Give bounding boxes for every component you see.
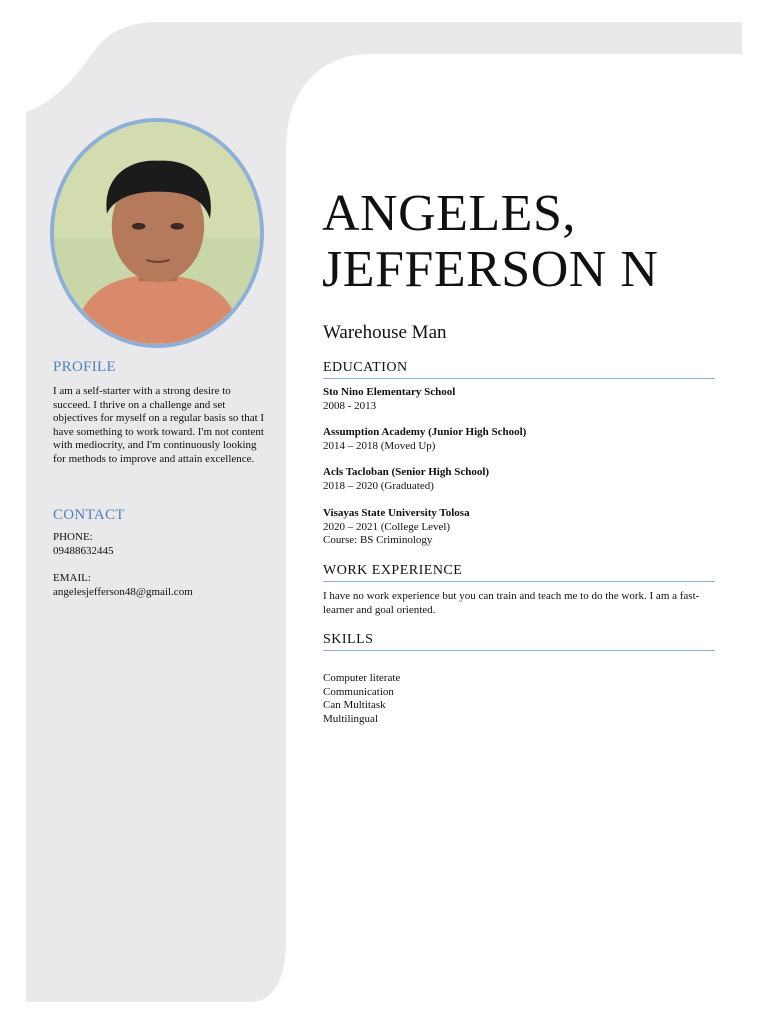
education-years: 2020 – 2021 (College Level) bbox=[323, 520, 451, 533]
job-title: Warehouse Man bbox=[323, 322, 447, 343]
education-school: Sto Nino Elementary School bbox=[323, 386, 456, 398]
education-heading: EDUCATION bbox=[323, 360, 715, 379]
education-item bbox=[323, 466, 489, 493]
work-experience-heading: WORK EXPERIENCE bbox=[323, 563, 715, 582]
contact-heading: CONTACT bbox=[53, 507, 125, 523]
education-school: Assumption Academy (Junior High School) bbox=[323, 426, 527, 438]
education-school: Acls Tacloban (Senior High School) bbox=[323, 466, 490, 478]
profile-photo bbox=[50, 118, 264, 348]
education-years: 2008 - 2013 bbox=[323, 399, 377, 412]
profile-heading: PROFILE bbox=[53, 359, 116, 375]
skill-item: Communication bbox=[323, 685, 394, 698]
skill-item: Can Multitask bbox=[323, 699, 386, 711]
name-line-2: JEFFERSON N bbox=[322, 241, 659, 298]
education-item bbox=[323, 507, 470, 548]
email-block bbox=[53, 572, 271, 599]
skills-list bbox=[323, 672, 400, 726]
profile-text: I am a self-starter with a strong desire to succeed. I thrive on a challenge and set objectives for myself on a regular basis so that I have something to work toward. I'm not content with mediocrity, and I'm continuously looking for methods to improve and attain excellence. bbox=[53, 385, 265, 465]
phone-value: 09488632445 bbox=[53, 544, 114, 557]
phone-block bbox=[53, 531, 271, 558]
email-value: angelesjefferson48@gmail.com bbox=[53, 585, 193, 598]
work-experience-text: I have no work experience but you can train and teach me to do the work. I am a fast-learner and goal oriented. bbox=[323, 590, 700, 616]
person-portrait-icon bbox=[54, 122, 260, 344]
skill-item: Computer literate bbox=[323, 672, 401, 684]
name-line-1: ANGELES, bbox=[322, 185, 576, 242]
education-item bbox=[323, 386, 455, 413]
education-course: Course: BS Criminology bbox=[323, 534, 433, 546]
candidate-name bbox=[322, 186, 658, 298]
skill-item: Multilingual bbox=[323, 712, 378, 725]
email-label: EMAIL: bbox=[53, 572, 91, 584]
phone-label: PHONE: bbox=[53, 531, 93, 543]
education-school: Visayas State University Tolosa bbox=[323, 507, 470, 519]
education-item bbox=[323, 426, 526, 453]
skills-heading: SKILLS bbox=[323, 632, 715, 651]
education-years: 2018 – 2020 (Graduated) bbox=[323, 479, 434, 492]
education-years: 2014 – 2018 (Moved Up) bbox=[323, 439, 436, 452]
